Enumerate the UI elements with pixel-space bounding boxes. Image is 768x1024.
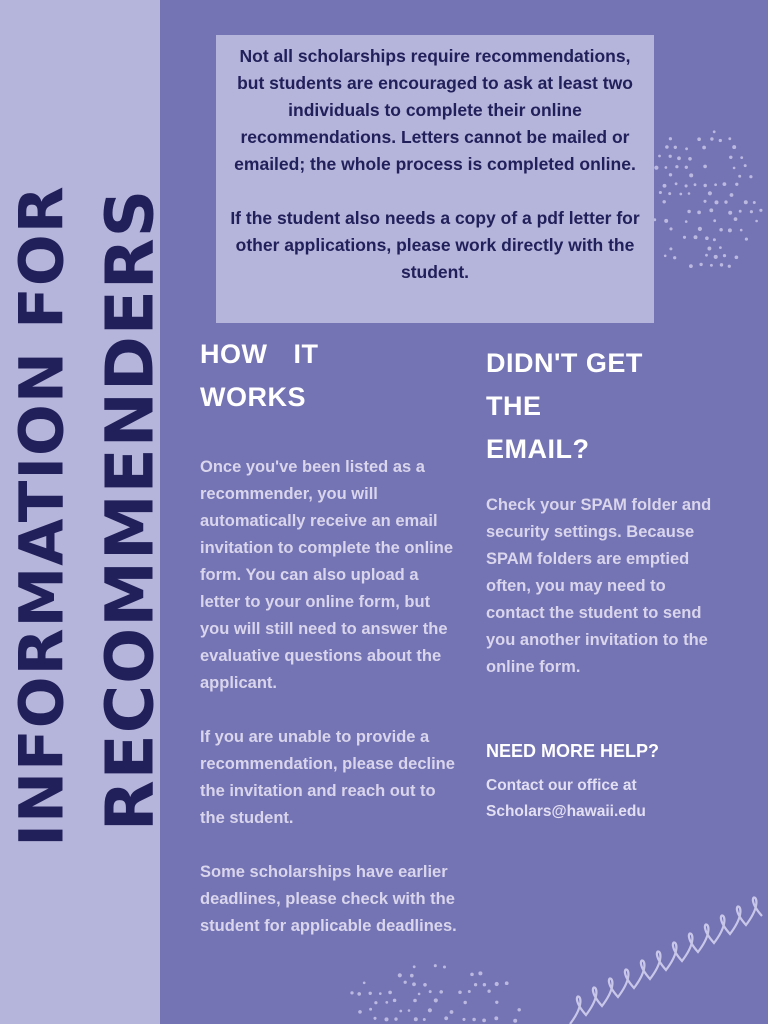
decorative-dot [688, 192, 691, 195]
decorative-dot [478, 971, 482, 975]
decorative-dot [679, 193, 682, 196]
decorative-dot [723, 254, 726, 257]
help-email-link[interactable]: Scholars@hawaii.edu [486, 803, 646, 820]
decorative-dot [728, 265, 731, 268]
decorative-dot [697, 211, 701, 215]
decorative-dot [379, 992, 382, 995]
decorative-dot [458, 991, 462, 995]
decorative-dot [750, 210, 753, 213]
decorative-dot [669, 155, 672, 158]
decorative-dot [719, 228, 723, 232]
how-it-works-heading [200, 333, 462, 419]
title-line-recommenders: RECOMMENDERS [91, 188, 169, 832]
intro-box [216, 35, 654, 323]
decorative-dot [694, 183, 697, 186]
decorative-dot [463, 1001, 466, 1004]
decorative-dot [669, 227, 672, 230]
decorative-dot [720, 263, 723, 266]
decorative-dot [398, 973, 402, 977]
decorative-dot [472, 1018, 475, 1021]
dots-decoration-top-right [640, 125, 768, 285]
decorative-dot [708, 191, 712, 195]
decorative-dot [703, 165, 707, 169]
decorative-dot [423, 983, 427, 987]
decorative-dot [418, 993, 421, 996]
decorative-dot [408, 1009, 411, 1012]
decorative-dot [385, 1001, 388, 1004]
decorative-dot [483, 983, 486, 986]
decorative-dot [434, 964, 437, 967]
decorative-dot [394, 1017, 397, 1020]
decorative-dot [384, 1017, 388, 1021]
how-it-works-heading-line1: HOW IT [200, 339, 319, 369]
decorative-dot [675, 182, 678, 185]
decorative-dot [495, 982, 499, 986]
decorative-dot [462, 1018, 465, 1021]
decorative-dot [710, 264, 713, 267]
decorative-dot [513, 1019, 517, 1023]
decorative-dot [450, 1010, 454, 1014]
decorative-dot [755, 220, 758, 223]
decorative-dot [413, 999, 417, 1003]
decorative-dot [729, 156, 732, 159]
decorative-dot [734, 217, 738, 221]
decorative-dot [714, 200, 718, 204]
help-contact-text [486, 773, 726, 825]
decorative-dot [744, 164, 747, 167]
decorative-dot [663, 184, 667, 188]
decorative-dot [703, 184, 706, 187]
decorative-dot [444, 1016, 448, 1020]
didnt-get-email-section [486, 342, 726, 825]
decorative-dot [744, 200, 748, 204]
decorative-dot [474, 983, 477, 986]
decorative-dot [714, 183, 717, 186]
how-it-works-paragraph-1: Once you've been listed as a recommender, you will automatically receive an email invitation to complete the online form. You can also upload a letter to your online form, but you will still need to answer the evaluative questions about the applicant. [200, 458, 454, 692]
decorative-dot [675, 165, 678, 168]
decorative-dot [439, 990, 443, 994]
decorative-dot [668, 192, 671, 195]
decorative-dot [669, 137, 672, 140]
dots-decoration-bottom [340, 960, 530, 1024]
decorative-dot [350, 991, 353, 994]
decorative-dot [705, 236, 709, 240]
decorative-dot [740, 229, 743, 232]
decorative-dot [495, 1001, 498, 1004]
how-it-works-paragraph-3: Some scholarships have earlier deadlines, please check with the student for applicable deadlines. [200, 863, 457, 935]
decorative-dot [393, 999, 397, 1003]
need-more-help-heading: NEED MORE HELP? [486, 741, 660, 761]
decorative-dot [728, 228, 732, 232]
decorative-dot [723, 182, 727, 186]
decorative-dot [414, 1017, 418, 1021]
decorative-dot [399, 1010, 402, 1013]
how-it-works-section [200, 333, 462, 940]
didnt-get-email-heading-line2: THE [486, 391, 542, 421]
how-it-works-paragraph-2: If you are unable to provide a recommendation, please decline the invitation and reach out to the student. [200, 728, 455, 827]
decorative-dot [739, 210, 742, 213]
how-it-works-heading-line2: WORKS [200, 382, 306, 412]
decorative-dot [664, 255, 667, 258]
decorative-dot [413, 965, 416, 968]
decorative-dot [494, 1016, 498, 1020]
decorative-dot [683, 236, 686, 239]
decorative-dot [745, 238, 748, 241]
decorative-dot [697, 137, 701, 141]
decorative-dot [659, 191, 662, 194]
decorative-dot [388, 991, 392, 995]
decorative-dot [702, 146, 706, 150]
decorative-dot [698, 227, 702, 231]
decorative-dot [759, 209, 762, 212]
decorative-dot [373, 1017, 376, 1020]
decorative-dot [412, 982, 416, 986]
decorative-dot [665, 145, 669, 149]
decorative-dot [443, 966, 446, 969]
decorative-dot [369, 992, 372, 995]
decorative-dot [732, 145, 736, 149]
decorative-dot [730, 193, 734, 197]
decorative-dot [654, 166, 658, 170]
decorative-dot [724, 200, 727, 203]
decorative-dot [719, 246, 722, 249]
decorative-dot [468, 990, 471, 993]
decorative-dot [735, 183, 738, 186]
decorative-dot [363, 981, 366, 984]
vertical-title [0, 0, 169, 1024]
decorative-dot [358, 1010, 362, 1014]
decorative-dot [482, 1019, 486, 1023]
decorative-dot [677, 156, 681, 160]
help-contact-line: Contact our office at [486, 777, 637, 794]
decorative-dot [689, 264, 693, 268]
decorative-dot [713, 238, 716, 241]
decorative-dot [487, 990, 490, 993]
decorative-dot [719, 139, 722, 142]
decorative-dot [357, 992, 361, 996]
decorative-dot [705, 254, 708, 257]
didnt-get-email-heading-line3: EMAIL? [486, 434, 590, 464]
didnt-get-email-heading-line1: DIDN'T GET [486, 348, 643, 378]
decorative-dot [665, 166, 668, 169]
intro-paragraph-2: If the student also needs a copy of a pdf letter for other applications, please work directly with the student. [230, 208, 640, 282]
decorative-dot [740, 156, 743, 159]
decorative-dot [713, 219, 716, 222]
decorative-dot [369, 1008, 372, 1011]
decorative-dot [434, 998, 438, 1002]
decorative-dot [735, 255, 739, 259]
decorative-dot [674, 146, 677, 149]
decorative-dot [470, 973, 474, 977]
decorative-dot [410, 974, 414, 978]
decorative-dot [685, 147, 688, 150]
decorative-dot [664, 219, 668, 223]
decorative-dot [703, 200, 706, 203]
decorative-dot [685, 184, 688, 187]
intro-paragraph-1: Not all scholarships require recommendations, but students are encouraged to ask at least two individuals to complete their online recommendations. Letters cannot be mailed or emailed; the whole process is completed online. [234, 46, 636, 174]
decorative-dot [707, 247, 711, 251]
decorative-dot [738, 175, 741, 178]
decorative-dot [404, 981, 407, 984]
decorative-dot [429, 990, 432, 993]
decorative-dot [505, 981, 509, 985]
decorative-dot [733, 167, 736, 170]
decorative-dot [687, 210, 690, 213]
squiggle-decoration [560, 890, 768, 1024]
decorative-dot [728, 137, 731, 140]
decorative-dot [714, 255, 718, 259]
decorative-dot [713, 130, 716, 133]
decorative-dot [710, 137, 713, 140]
decorative-dot [428, 1008, 432, 1012]
decorative-dot [685, 220, 688, 223]
decorative-dot [699, 263, 702, 266]
decorative-dot [658, 155, 661, 158]
decorative-dot [423, 1018, 426, 1021]
title-line-information-for: INFORMATION FOR [6, 185, 78, 847]
didnt-get-email-heading [486, 342, 726, 471]
decorative-dot [753, 201, 756, 204]
decorative-dot [669, 173, 672, 176]
decorative-dot [728, 211, 732, 215]
decorative-dot [689, 173, 693, 177]
decorative-dot [749, 175, 752, 178]
decorative-dot [662, 200, 665, 203]
decorative-dot [669, 247, 672, 250]
decorative-dot [517, 1008, 520, 1011]
didnt-get-email-paragraph: Check your SPAM folder and security settings. Because SPAM folders are emptied often, you may need to contact the student to send you another invitation to the online form. [486, 496, 712, 676]
decorative-dot [673, 256, 676, 259]
decorative-dot [374, 1001, 377, 1004]
decorative-dot [688, 157, 692, 161]
decorative-dot [685, 166, 688, 169]
decorative-dot [709, 208, 713, 212]
decorative-dot [694, 235, 698, 239]
